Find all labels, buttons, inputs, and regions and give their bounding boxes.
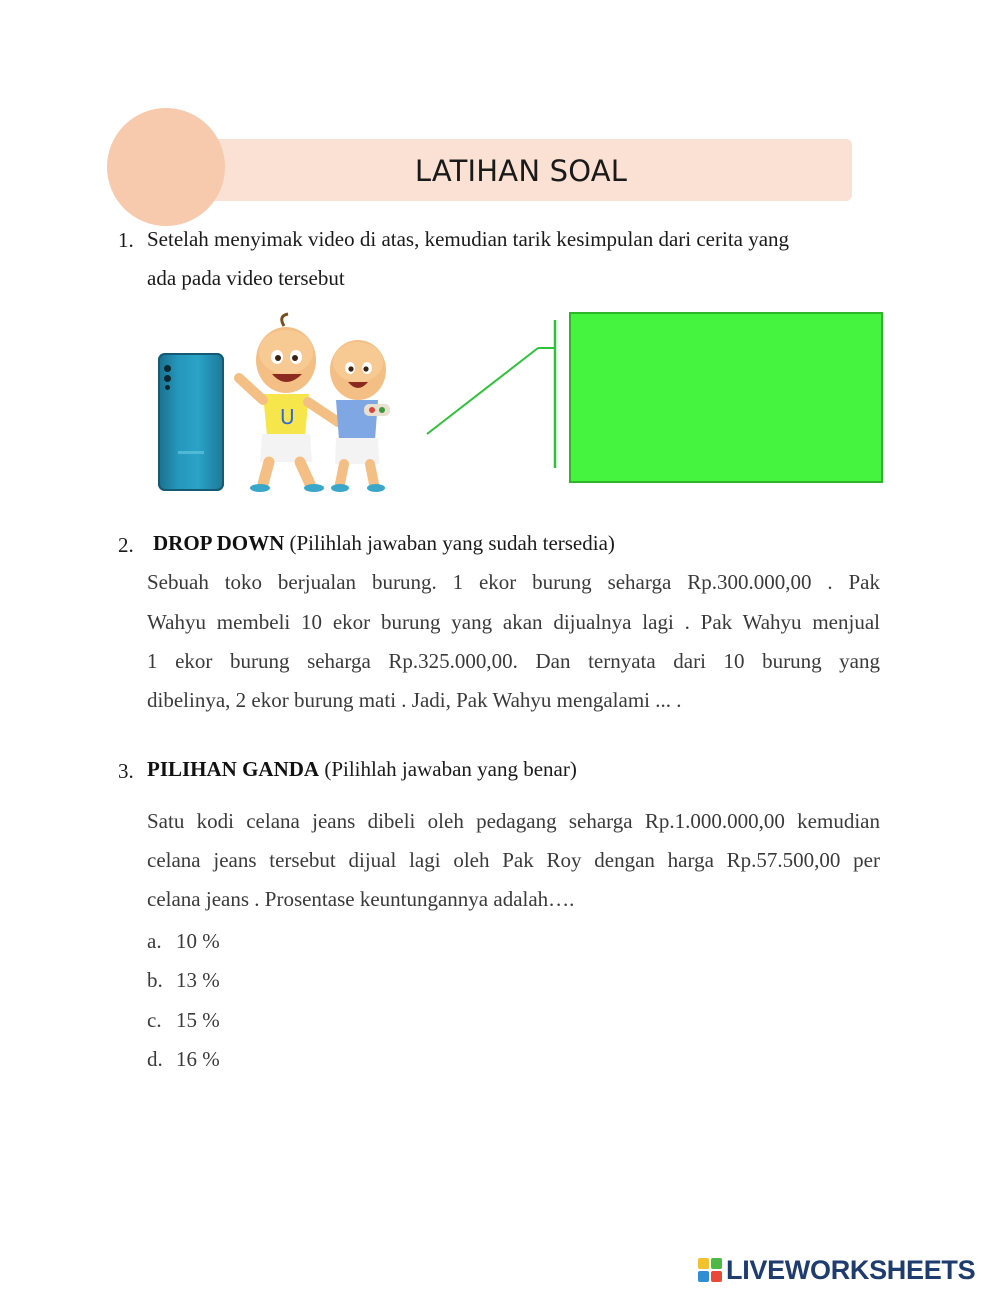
choice-text: 10 % — [176, 929, 220, 953]
liveworksheets-logo[interactable] — [698, 1255, 975, 1285]
choice-text: 16 % — [176, 1047, 220, 1071]
question-2-number: 2. — [118, 533, 134, 557]
choice-b[interactable] — [147, 968, 220, 993]
question-1-number: 1. — [118, 228, 134, 252]
question-1-text-line-2: ada pada video tersebut — [147, 266, 345, 290]
question-3-instruction: (Pilihlah jawaban yang benar) — [319, 757, 577, 781]
choice-text: 15 % — [176, 1008, 220, 1032]
liveworksheets-logo-icon — [698, 1258, 722, 1282]
question-2-instruction: (Pilihlah jawaban yang sudah tersedia) — [284, 531, 615, 555]
question-3-type: PILIHAN GANDA — [147, 757, 320, 781]
character-ipin — [330, 340, 390, 492]
question-2-text-line-1: Sebuah toko berjualan burung. 1 ekor burung seharga Rp.300.000,00 . Pak — [147, 570, 880, 594]
question-3-text-line-2: celana jeans tersebut dijual lagi oleh Pak Roy dengan harga Rp.57.500,00 per — [147, 848, 880, 872]
choice-label: b. — [147, 968, 163, 992]
choice-label: d. — [147, 1047, 163, 1071]
choice-a[interactable] — [147, 929, 220, 954]
question-2-text-line-2: Wahyu membeli 10 ekor burung yang akan dijualnya lagi . Pak Wahyu menjual — [147, 610, 880, 634]
question-3-number: 3. — [118, 759, 134, 783]
choice-c[interactable] — [147, 1008, 220, 1033]
choice-label: a. — [147, 929, 162, 953]
choice-d[interactable] — [147, 1047, 220, 1072]
connector-line — [420, 315, 565, 475]
logo-text: LIVEWORKSHEETS — [726, 1254, 976, 1285]
choice-label: c. — [147, 1008, 162, 1032]
question-3-text-line-1: Satu kodi celana jeans dibeli oleh pedagang seharga Rp.1.000.000,00 kemudian — [147, 809, 880, 833]
page-title: LATIHAN SOAL — [414, 154, 628, 188]
question-3-text-line-3: celana jeans . Prosentase keuntungannya adalah…. — [147, 887, 575, 911]
character-upin — [239, 314, 338, 492]
question-1-text-line-1: Setelah menyimak video di atas, kemudian tarik kesimpulan dari cerita yang — [147, 227, 790, 251]
question-2-heading — [153, 524, 615, 563]
question-3-heading — [147, 750, 577, 789]
smartphone-illustration — [158, 353, 224, 491]
choice-text: 13 % — [176, 968, 220, 992]
question-2-type: DROP DOWN — [153, 531, 285, 555]
answer-text-box[interactable] — [569, 312, 883, 483]
question-2-text-line-4: dibelinya, 2 ekor burung mati . Jadi, Pak Wahyu mengalami ... . — [147, 688, 682, 712]
question-2-text-line-3: 1 ekor burung seharga Rp.325.000,00. Dan ternyata dari 10 burung yang — [147, 649, 880, 673]
upin-ipin-illustration — [232, 312, 402, 494]
svg-text:U: U — [280, 405, 295, 429]
